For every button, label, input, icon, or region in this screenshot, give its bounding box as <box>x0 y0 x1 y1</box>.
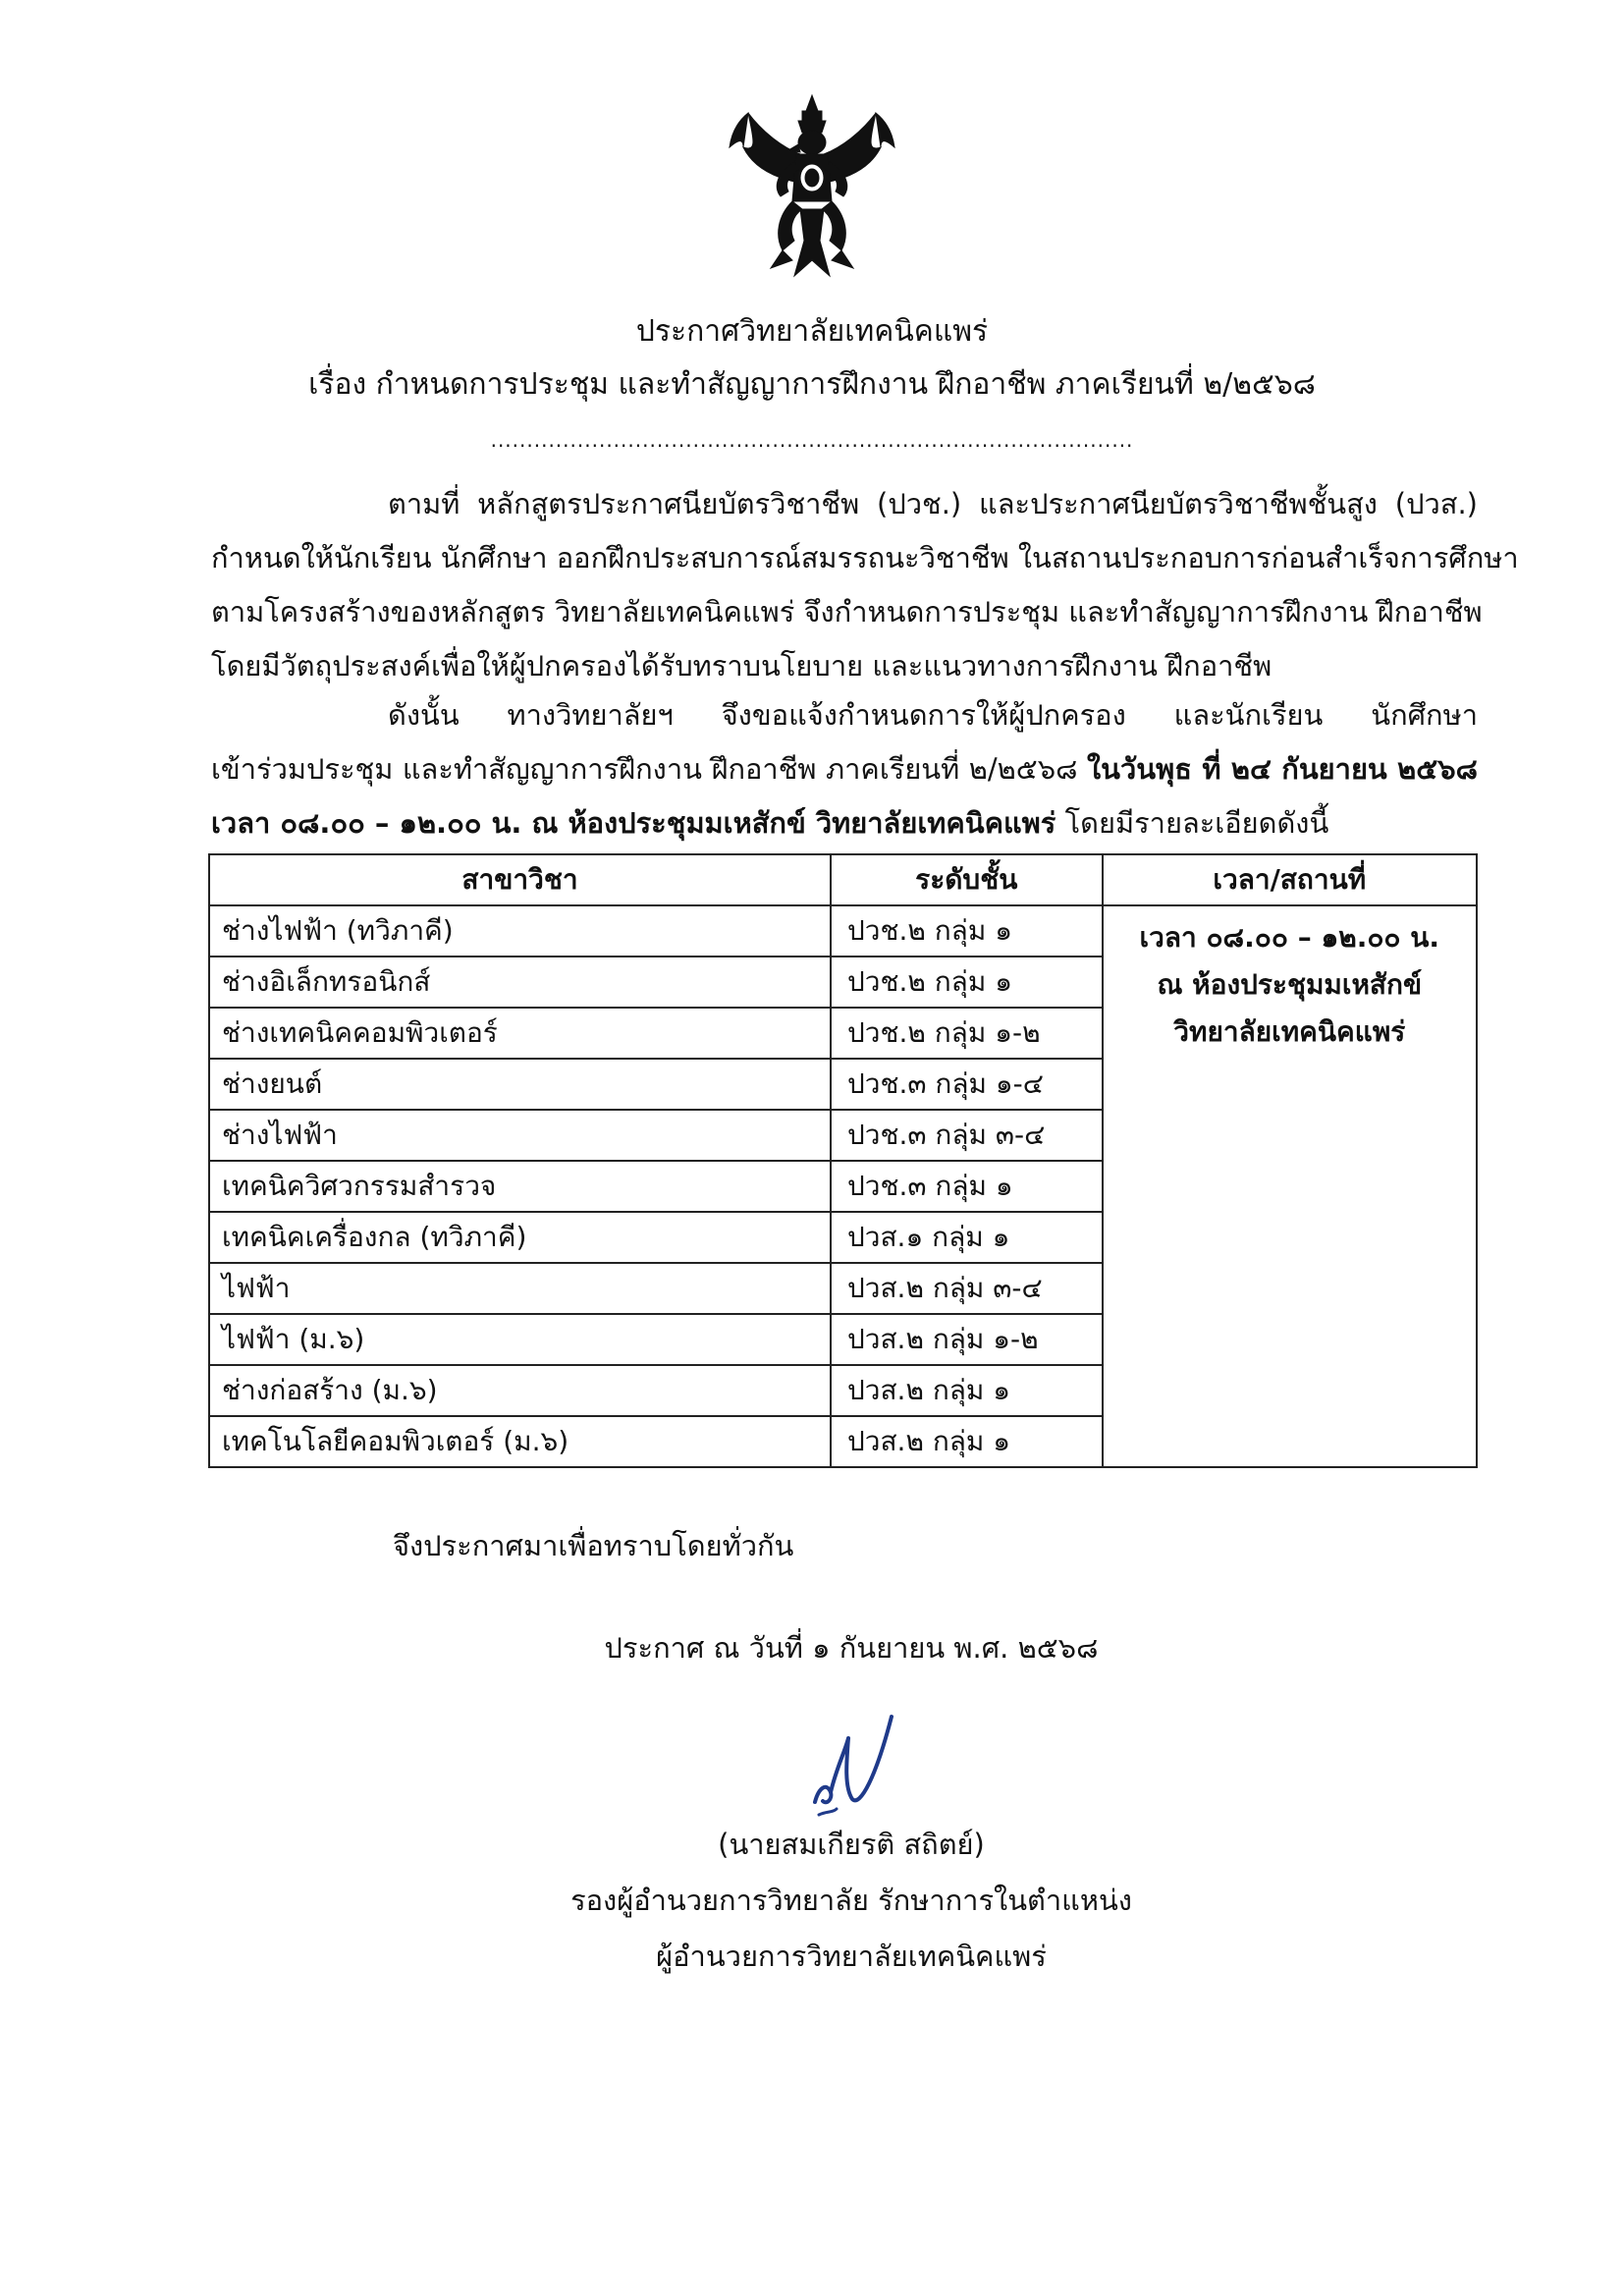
signatory-position-2: ผู้อำนวยการวิทยาลัยเทคนิคแพร่ <box>656 1940 1047 1973</box>
cell-major: เทคนิคเครื่องกล (ทวิภาคี) <box>209 1212 831 1263</box>
cell-venue <box>1103 905 1477 1467</box>
cell-major: ช่างก่อสร้าง (ม.๖) <box>209 1365 831 1416</box>
cell-level: ปวส.๒ กลุ่ม ๑ <box>831 1365 1103 1416</box>
cell-level: ปวส.๒ กลุ่ม ๑-๒ <box>831 1314 1103 1365</box>
intro-line-3: ตามโครงสร้างของหลักสูตร วิทยาลัยเทคนิคแพร่ จึงกำหนดการประชุม และทำสัญญาการฝึกงาน ฝึกอาชีพ <box>211 595 1483 629</box>
handwritten-signature-icon <box>797 1709 915 1827</box>
announcement-date: ประกาศ ณ วันที่ ๑ กันยายน พ.ศ. ๒๕๖๘ <box>604 1631 1099 1665</box>
signatory-position-1: รองผู้อำนวยการวิทยาลัย รักษาการในตำแหน่ง <box>570 1884 1132 1917</box>
venue-line3: วิทยาลัยเทคนิคแพร่ <box>1173 1015 1406 1048</box>
venue-line1: เวลา ๐๘.๐๐ – ๑๒.๐๐ น. <box>1139 921 1440 954</box>
cell-level: ปวช.๓ กลุ่ม ๑-๔ <box>831 1059 1103 1110</box>
garuda-emblem-icon <box>724 93 900 280</box>
table-header-row <box>209 854 1477 905</box>
cell-level: ปวส.๑ กลุ่ม ๑ <box>831 1212 1103 1263</box>
cell-level: ปวช.๒ กลุ่ม ๑ <box>831 905 1103 957</box>
cell-level: ปวส.๒ กลุ่ม ๑ <box>831 1416 1103 1467</box>
cell-major: เทคนิควิศวกรรมสำรวจ <box>209 1161 831 1212</box>
table-row <box>209 905 1477 957</box>
intro-line-1: ตามที่ หลักสูตรประกาศนียบัตรวิชาชีพ (ปวช.) และประกาศนียบัตรวิชาชีพชั้นสูง (ปวส.) <box>388 487 1478 520</box>
cell-major: ไฟฟ้า <box>209 1263 831 1314</box>
cell-level: ปวช.๓ กลุ่ม ๓-๔ <box>831 1110 1103 1161</box>
cell-level: ปวช.๒ กลุ่ม ๑-๒ <box>831 1008 1103 1059</box>
schedule-line-1: ดังนั้น ทางวิทยาลัยฯ จึงขอแจ้งกำหนดการให้ผู้ปกครอง และนักเรียน นักศึกษา <box>388 698 1478 732</box>
announcement-title: ประกาศวิทยาลัยเทคนิคแพร่ <box>635 314 989 349</box>
schedule-paragraph <box>211 688 1478 850</box>
venue-line2: ณ ห้องประชุมมเหสักข์ <box>1157 968 1423 1001</box>
cell-major: ช่างอิเล็กทรอนิกส์ <box>209 957 831 1008</box>
schedule-line-2 <box>211 742 1478 796</box>
cell-major: ช่างยนต์ <box>209 1059 831 1110</box>
header-venue: เวลา/สถานที่ <box>1103 854 1477 905</box>
schedule-line-3 <box>211 796 1478 850</box>
table-body <box>209 905 1477 1467</box>
title-separator: ......................................................................................... <box>490 428 1134 452</box>
signatory-name: (นายสมเกียรติ สถิตย์) <box>718 1828 985 1861</box>
schedule-line-3-text: โดยมีรายละเอียดดังนี้ <box>1056 806 1329 840</box>
cell-level: ปวช.๒ กลุ่ม ๑ <box>831 957 1103 1008</box>
closing-statement: จึงประกาศมาเพื่อทราบโดยทั่วกัน <box>393 1529 794 1562</box>
cell-major: ช่างเทคนิคคอมพิวเตอร์ <box>209 1008 831 1059</box>
cell-major: เทคโนโลยีคอมพิวเตอร์ (ม.๖) <box>209 1416 831 1467</box>
meeting-date: ในวันพุธ ที่ ๒๔ กันยายน ๒๕๖๘ <box>1087 752 1478 786</box>
cell-major: ช่างไฟฟ้า <box>209 1110 831 1161</box>
meeting-time-venue: เวลา ๐๘.๐๐ – ๑๒.๐๐ น. ณ ห้องประชุมมเหสักข์ วิทยาลัยเทคนิคแพร่ <box>211 806 1056 840</box>
announcement-subject: เรื่อง กำหนดการประชุม และทำสัญญาการฝึกงาน ฝึกอาชีพ ภาคเรียนที่ ๒/๒๕๖๘ <box>308 367 1316 402</box>
intro-paragraph <box>211 477 1519 693</box>
header-level: ระดับชั้น <box>831 854 1103 905</box>
cell-level: ปวช.๓ กลุ่ม ๑ <box>831 1161 1103 1212</box>
header-major: สาขาวิชา <box>209 854 831 905</box>
cell-major: ช่างไฟฟ้า (ทวิภาคี) <box>209 905 831 957</box>
schedule-table <box>208 853 1478 1468</box>
cell-major: ไฟฟ้า (ม.๖) <box>209 1314 831 1365</box>
cell-level: ปวส.๒ กลุ่ม ๓-๔ <box>831 1263 1103 1314</box>
intro-line-2: กำหนดให้นักเรียน นักศึกษา ออกฝึกประสบการณ์สมรรถนะวิชาชีพ ในสถานประกอบการก่อนสำเร็จการศึกษา <box>211 541 1519 574</box>
schedule-line-2-text: เข้าร่วมประชุม และทำสัญญาการฝึกงาน ฝึกอาชีพ ภาคเรียนที่ ๒/๒๕๖๘ <box>211 752 1088 786</box>
intro-line-4: โดยมีวัตถุประสงค์เพื่อให้ผู้ปกครองได้รับทราบนโยบาย และแนวทางการฝึกงาน ฝึกอาชีพ <box>211 649 1272 683</box>
